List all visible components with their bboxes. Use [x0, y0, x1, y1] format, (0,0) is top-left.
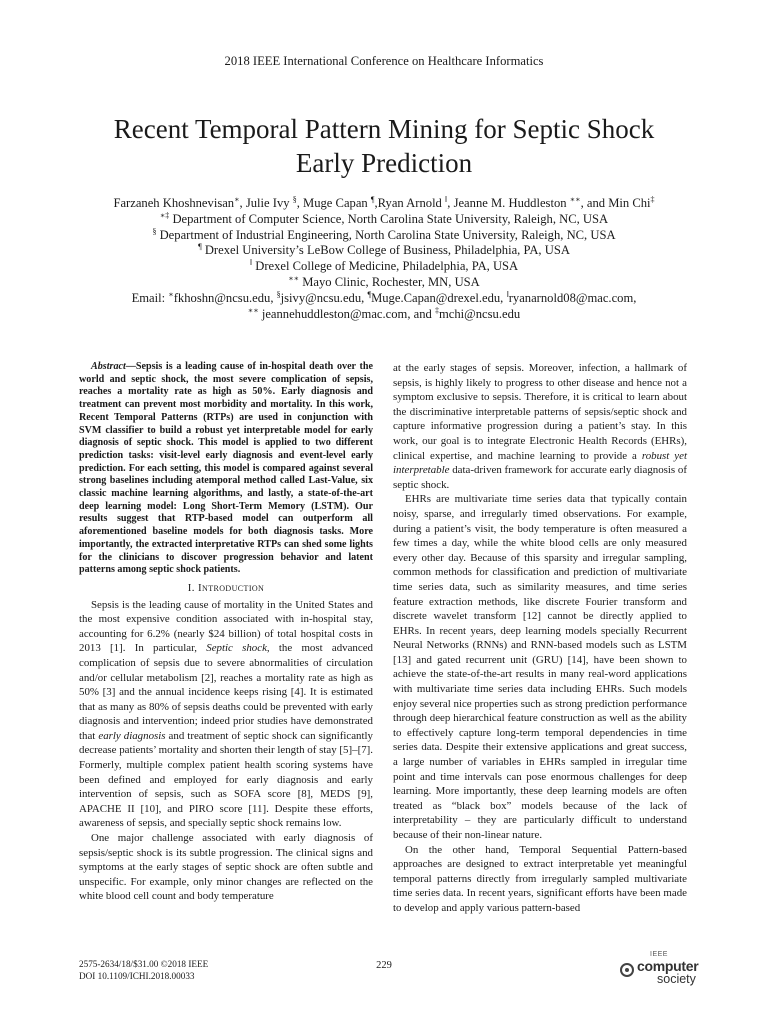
- affiliation-mark: ‖: [506, 289, 509, 299]
- affiliation-mark: §: [152, 226, 157, 236]
- affiliation-2: [40, 228, 728, 244]
- affiliation-text: Drexel College of Medicine, Philadelphia, PA, USA: [252, 259, 519, 274]
- email-line-2: [40, 307, 728, 323]
- section-heading-introduction: [79, 581, 373, 596]
- paragraph-text: data-driven framework for accurate early diagnosis of septic shock.: [393, 464, 687, 491]
- email-address[interactable]: jsivy@ncsu.edu,: [280, 290, 368, 305]
- affiliation-mark: §: [276, 289, 281, 299]
- conference-header: 2018 IEEE International Conference on Healthcare Informatics: [224, 54, 544, 68]
- computer-society-icon: [620, 963, 634, 977]
- affiliation-4: [40, 259, 728, 275]
- email-address[interactable]: Muge.Capan@drexel.edu,: [371, 290, 507, 305]
- paragraph: [79, 598, 373, 832]
- section-title: Introduction: [198, 581, 265, 594]
- right-column: [393, 361, 687, 916]
- email-address[interactable]: mchi@ncsu.edu: [438, 306, 521, 321]
- affiliation-mark: ¶: [198, 242, 202, 252]
- abstract: [79, 361, 373, 577]
- author-block: [40, 196, 728, 322]
- affiliation-mark: ‖: [249, 258, 253, 268]
- email-address[interactable]: jeannehuddleston@mac.com, and: [258, 306, 435, 321]
- affiliation-1: [40, 212, 728, 228]
- affiliation-mark: ∗∗: [288, 273, 300, 283]
- page-number: 229: [376, 960, 392, 971]
- left-column: [79, 361, 373, 904]
- abstract-label: Abstract: [91, 361, 126, 372]
- affiliation-text: Drexel University’s LeBow College of Business, Philadelphia, PA, USA: [201, 243, 570, 258]
- email-address[interactable]: ryanarnold08@mac.com,: [508, 290, 637, 305]
- affiliation-text: Department of Computer Science, North Carolina State University, Raleigh, NC, USA: [169, 211, 609, 226]
- paragraph: One major challenge associated with early diagnosis of sepsis/septic shock is its subtle progression. The clinical signs and symptoms at the early stages of septic shock are often subtle and unspecific. For example, only minor changes are reflected on the white blood cell count and body temperature: [79, 832, 373, 903]
- author-names: [40, 196, 728, 212]
- author-name: , Julie Ivy: [239, 196, 293, 210]
- affiliation-mark: ¶: [367, 289, 372, 299]
- ieee-computer-society-logo: [620, 951, 700, 991]
- paragraph-text: , the most advanced complication of sepsis due to severe abnormalities of circulation and/or cellular metabolism [2], reaches a mortality rate as high as 50% [3] and the annual incidence keeps rising [4]. It is estimated that as many as 80% of sepsis deaths could be prevented with early diagnosis and intervention; indeed prior studies have demonstrated that: [79, 642, 373, 742]
- logo-computer-text: computer: [637, 958, 699, 974]
- affiliation-text: Department of Industrial Engineering, North Carolina State University, Raleigh, NC, USA: [156, 227, 616, 242]
- section-number: I.: [187, 581, 199, 594]
- affiliation-text: Mayo Clinic, Rochester, MN, USA: [299, 274, 480, 289]
- author-name: Farzaneh Khoshnevisan: [113, 196, 235, 210]
- email-label: Email:: [131, 290, 169, 305]
- author-name: ,Ryan Arnold: [374, 196, 446, 210]
- paragraph-text: and treatment of septic shock can significantly decrease patients’ mortality and shorten their length of stay [5]–[7]. Formerly, multiple complex patient health scoring systems have been defined and employed for early diagnosis and early intervention of sepsis, such as SOFA score [8], MEDS [9], APACHE II [10], and PIRO score [11]. Despite these efforts, awareness of sepsis, and specially septic shock remains low.: [79, 729, 374, 830]
- emphasis-text: Septic shock: [206, 642, 267, 655]
- emphasis-text: early diagnosis: [98, 729, 166, 742]
- doi-line[interactable]: DOI 10.1109/ICHI.2018.00033: [79, 970, 195, 981]
- author-name: , Jeanne M. Huddleston: [447, 196, 570, 210]
- paragraph: [393, 361, 687, 492]
- affiliation-mark: ∗: [234, 195, 240, 204]
- affiliation-3: [40, 243, 728, 259]
- emphasis-text: robust yet interpretable: [393, 449, 687, 477]
- author-name: , and Min Chi: [580, 196, 651, 210]
- affiliation-5: [40, 275, 728, 291]
- affiliation-mark: ∗∗: [569, 195, 581, 204]
- affiliation-mark: ∗∗: [247, 305, 259, 315]
- paragraph-text: at the early stages of sepsis. Moreover, infection, a hallmark of sepsis, is highly likely to progress to other disease and hence not a symptom exclusive to sepsis. Therefore, it is critical to learn about the discriminative interpretable patterns of sepsis/septic shock and capture informative progression during a patient’s stay. In this work, our goal is to integrate Electronic Health Records (EHRs), clinical expertise, and machine learning to provide a: [393, 362, 687, 462]
- affiliation-mark: ∗: [168, 289, 174, 299]
- email-line-1: [40, 291, 728, 307]
- email-address[interactable]: fkhoshn@ncsu.edu,: [173, 290, 277, 305]
- paragraph-text: Sepsis is the leading cause of mortality in the United States and the most expensive condition associated with in-hospital stay, accounting for 6.2% (nearly $24 billion) of total hospital costs in 2013 [1]. In particular,: [79, 598, 373, 655]
- logo-ieee-text: IEEE: [650, 951, 668, 958]
- abstract-text: —Sepsis is a leading cause of in-hospital death over the world and septic shock, the most severe complication of sepsis, reaches a mortality rate as high as 50%. Early diagnosis and treatment can prevent most morbidity and mortality. In this work, Recent Temporal Patterns (RTPs) are used in conjunction with SVM classifier to build a robust yet interpretable model for early diagnosis of septic shock. This model is applied to two different prediction tasks: visit-level early diagnosis and event-level early prediction. For each setting, this model is compared against several strong baselines including atemporal method called Last-Value, six classic machine learning algorithms, and lastly, a state-of-the-art deep learning model: Long Short-Term Memory (LSTM). Our results suggest that RTP-based model can outperform all aforementioned baseline models for both diagnosis tasks. More importantly, the extracted interpretative RTPs can shed some lights for the clinicians to discover progression behavior and latent patterns among septic shock patients.: [79, 361, 373, 576]
- paragraph: On the other hand, Temporal Sequential Pattern-based approaches are designed to extract interpretable yet meaningful temporal patterns directly from irregularly sampled multivariate time series data. In recent years, significant efforts have been made to develop and apply various pattern-based: [393, 843, 687, 914]
- paper-title: [60, 112, 708, 180]
- logo-society-text: society: [657, 972, 696, 986]
- affiliation-mark: ‡: [434, 305, 439, 315]
- paragraph: EHRs are multivariate time series data that typically contain noisy, sparse, and irregularly timed observations. For example, during a patient’s visit, the body temperature is often measured a few times a day, while the white blood cells are only measured every other day. Because of this sparsity and irregular sampling, common methods for classification and prediction of multivariate time series data, such as similarity measures, and time series feature extraction methods, like discrete Fourier transform and discrete wavelet transform [12] cannot be directly applied to EHRs. In recent years, deep learning models specially Recurrent Neural Networks (RNNs) and RNN-based models such as LSTM [13] and gated recurrent unit (GRU) [14], have been shown to achieve the state-of-the-art results in many real-word applications with multivariate time series data including EHRs. Such models enjoy several nice properties such as strong prediction performance through deep hierarchical feature construction as well as the ability to effectively capture long-term temporal dependencies in time series data. Despite their extensive applications and great success, a large number of variables in EHRs sampled in irregular time point and time intervals can pose enormous challenges for deep learning. More importantly, these deep learning models are often treated as “black box” models because of the lack of interpretability – they are particularly difficult to understand because of their non-linear nature.: [393, 493, 687, 841]
- title-line-2: Early Prediction: [295, 148, 473, 178]
- title-line-1: Recent Temporal Pattern Mining for Septic Shock: [113, 114, 655, 144]
- issn-line: 2575-2634/18/$31.00 ©2018 IEEE: [79, 959, 209, 969]
- affiliation-mark: §: [292, 195, 297, 204]
- affiliation-mark: ∗‡: [159, 210, 170, 220]
- affiliation-mark: ‖: [445, 195, 448, 204]
- affiliation-mark: ‡: [650, 195, 655, 204]
- affiliation-mark: ¶: [370, 195, 375, 204]
- author-name: , Muge Capan: [296, 196, 371, 210]
